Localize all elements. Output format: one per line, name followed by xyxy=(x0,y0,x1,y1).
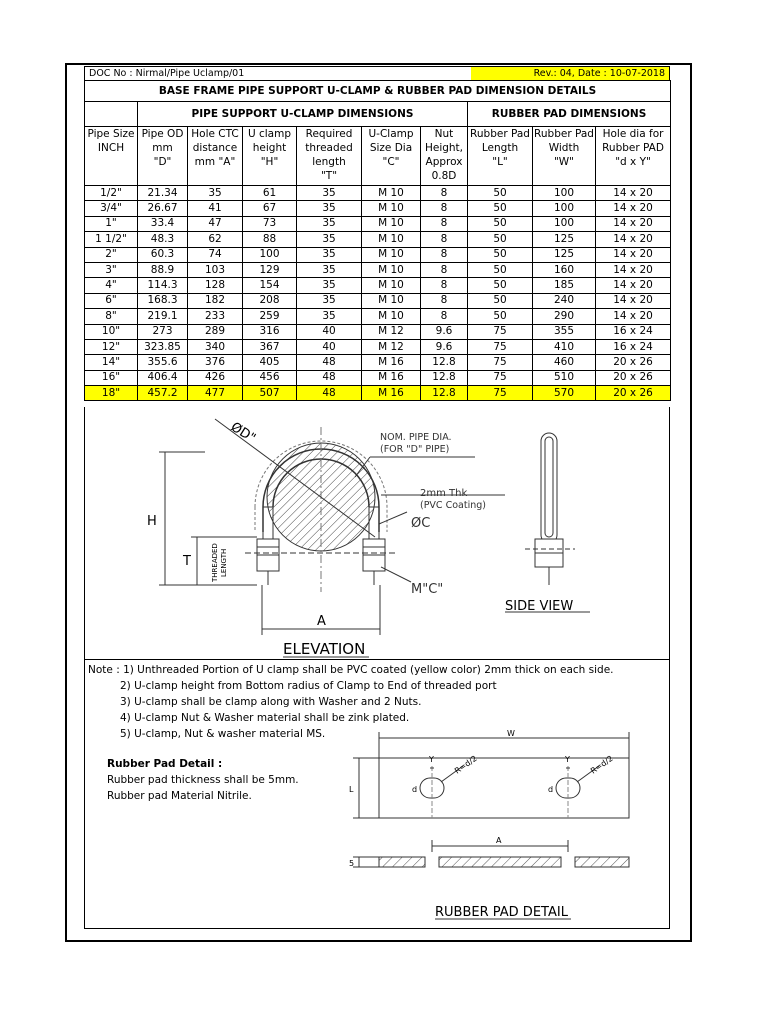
table-cell: 20 x 26 xyxy=(596,370,671,385)
pad-a-label: A xyxy=(496,836,502,845)
table-cell: 20 x 26 xyxy=(596,355,671,370)
table-cell: 4" xyxy=(85,278,138,293)
side-view-clamp xyxy=(541,433,557,543)
table-cell: 12.8 xyxy=(421,386,468,401)
note-2: 2) U-clamp height from Bottom radius of Clamp to End of threaded port xyxy=(120,680,497,692)
table-cell: 14 x 20 xyxy=(596,278,671,293)
table-cell: M 10 xyxy=(362,278,421,293)
rubber-pad-detail-title: RUBBER PAD DETAIL xyxy=(435,905,568,920)
uclamp-group-header: PIPE SUPPORT U-CLAMP DIMENSIONS xyxy=(138,102,468,127)
table-cell: 100 xyxy=(243,247,297,262)
column-header-line: "W" xyxy=(553,156,575,168)
pad-d-label-2: d xyxy=(548,785,554,794)
table-cell: 35 xyxy=(188,186,243,201)
table-cell: 14 x 20 xyxy=(596,232,671,247)
diameter-label: ØD" xyxy=(227,419,259,447)
table-cell: 8 xyxy=(421,309,468,324)
column-header-line: Hole CTC xyxy=(191,128,239,140)
table-cell: M 10 xyxy=(362,186,421,201)
table-cell: 75 xyxy=(468,370,533,385)
table-cell: 35 xyxy=(297,186,362,201)
table-cell: 9.6 xyxy=(421,324,468,339)
table-cell: 14 x 20 xyxy=(596,262,671,277)
table-row xyxy=(85,216,671,231)
table-cell: 340 xyxy=(188,339,243,354)
table-cell: 60.3 xyxy=(138,247,188,262)
note-5: 5) U-clamp, Nut & washer material MS. xyxy=(120,728,326,740)
table-cell: M 16 xyxy=(362,386,421,401)
table-row xyxy=(85,232,671,247)
table-row xyxy=(85,355,671,370)
table-cell: 3/4" xyxy=(85,201,138,216)
table-cell: 67 xyxy=(243,201,297,216)
table-cell: 16" xyxy=(85,370,138,385)
table-cell: 8" xyxy=(85,309,138,324)
column-header-line: height xyxy=(252,142,287,154)
table-row xyxy=(85,201,671,216)
table-cell: 103 xyxy=(188,262,243,277)
table-cell: 289 xyxy=(188,324,243,339)
table-cell: 8 xyxy=(421,293,468,308)
table-cell: 457.2 xyxy=(138,386,188,401)
column-header xyxy=(85,127,138,186)
table-cell: 259 xyxy=(243,309,297,324)
table-cell: 48 xyxy=(297,355,362,370)
table-cell: 10" xyxy=(85,324,138,339)
table-cell: 240 xyxy=(533,293,596,308)
column-header xyxy=(362,127,421,186)
table-cell: 100 xyxy=(533,201,596,216)
table-cell: M 16 xyxy=(362,370,421,385)
table-cell: 8 xyxy=(421,216,468,231)
table-row xyxy=(85,386,671,401)
table-cell: 129 xyxy=(243,262,297,277)
column-header-line: "L" xyxy=(492,156,508,168)
table-cell: 35 xyxy=(297,232,362,247)
column-header-line: U clamp xyxy=(247,128,292,140)
table-cell: 14 x 20 xyxy=(596,216,671,231)
table-cell: 100 xyxy=(533,216,596,231)
column-header-line: Pipe Size xyxy=(87,128,135,140)
table-cell: M 10 xyxy=(362,232,421,247)
table-cell: 2" xyxy=(85,247,138,262)
table-cell: 125 xyxy=(533,232,596,247)
table-row xyxy=(85,186,671,201)
column-header xyxy=(468,127,533,186)
table-row xyxy=(85,339,671,354)
document-header xyxy=(84,66,670,81)
revision-date: Rev.: 04, Date : 10-07-2018 xyxy=(471,67,669,80)
table-row xyxy=(85,247,671,262)
table-cell: 75 xyxy=(468,355,533,370)
table-cell: 8 xyxy=(421,201,468,216)
table-cell: 477 xyxy=(188,386,243,401)
table-cell: M 10 xyxy=(362,293,421,308)
column-header-line: distance xyxy=(192,142,238,154)
table-cell: 20 x 26 xyxy=(596,386,671,401)
rubber-pad-drawing xyxy=(335,726,635,924)
column-header-line: Height, xyxy=(424,142,464,154)
table-cell: 35 xyxy=(297,247,362,262)
h-dimension-label: H xyxy=(147,514,157,529)
table-cell: 50 xyxy=(468,201,533,216)
uclamp-drawing xyxy=(85,407,671,660)
doc-number: DOC No : Nirmal/Pipe Uclamp/01 xyxy=(89,68,245,79)
table-cell: 290 xyxy=(533,309,596,324)
mc-label: M"C" xyxy=(411,582,444,597)
pad-thickness-label: 5 xyxy=(349,859,355,868)
note-4: 4) U-clamp Nut & Washer material shall be zink plated. xyxy=(120,712,410,724)
table-cell: 6" xyxy=(85,293,138,308)
column-header-line: mm "A" xyxy=(194,156,236,168)
table-cell: 35 xyxy=(297,201,362,216)
column-header-line: Length xyxy=(481,142,519,154)
table-cell: 376 xyxy=(188,355,243,370)
table-cell: 14 x 20 xyxy=(596,247,671,262)
note-1: Note : 1) Unthreaded Portion of U clamp shall be PVC coated (yellow color) 2mm thick on each side. xyxy=(88,664,614,676)
column-header-line: "d x Y" xyxy=(615,156,651,168)
column-header xyxy=(243,127,297,186)
table-row xyxy=(85,262,671,277)
column-header-line: INCH xyxy=(97,142,125,154)
table-row xyxy=(85,278,671,293)
table-row xyxy=(85,293,671,308)
column-header xyxy=(188,127,243,186)
column-header xyxy=(533,127,596,186)
table-cell: 367 xyxy=(243,339,297,354)
pvc-coating-label: (PVC Coating) xyxy=(420,500,486,511)
rubber-pad-title: Rubber Pad Detail : xyxy=(107,758,223,770)
table-cell: 12.8 xyxy=(421,355,468,370)
table-cell: 26.67 xyxy=(138,201,188,216)
table-cell: 3" xyxy=(85,262,138,277)
table-cell: 208 xyxy=(243,293,297,308)
table-cell: 48 xyxy=(297,370,362,385)
table-cell: 8 xyxy=(421,278,468,293)
table-cell: 14 x 20 xyxy=(596,201,671,216)
table-cell: 88.9 xyxy=(138,262,188,277)
table-cell: 316 xyxy=(243,324,297,339)
table-cell: 456 xyxy=(243,370,297,385)
table-cell: 406.4 xyxy=(138,370,188,385)
table-cell: 9.6 xyxy=(421,339,468,354)
table-cell: 168.3 xyxy=(138,293,188,308)
table-cell: 41 xyxy=(188,201,243,216)
pad-r-label: R=d/2 xyxy=(452,753,479,776)
table-cell: 16 x 24 xyxy=(596,324,671,339)
table-cell: M 10 xyxy=(362,309,421,324)
table-cell: 8 xyxy=(421,247,468,262)
pad-r-label-2: R=d/2 xyxy=(588,753,615,776)
table-cell: 75 xyxy=(468,339,533,354)
table-cell: 35 xyxy=(297,262,362,277)
table-cell: M 10 xyxy=(362,247,421,262)
table-cell: 8 xyxy=(421,232,468,247)
dimension-table xyxy=(84,80,671,401)
table-cell: 48 xyxy=(297,386,362,401)
rubber-pad-note-1: Rubber pad thickness shall be 5mm. xyxy=(107,774,299,786)
table-cell: 75 xyxy=(468,386,533,401)
table-cell: 410 xyxy=(533,339,596,354)
column-header-line: mm xyxy=(152,142,173,154)
notes-panel xyxy=(84,659,670,929)
column-header-line: Rubber PAD xyxy=(602,142,664,154)
pad-l-label: L xyxy=(349,785,354,794)
table-cell: 14" xyxy=(85,355,138,370)
table-cell: 33.4 xyxy=(138,216,188,231)
table-cell: 18" xyxy=(85,386,138,401)
table-cell: 40 xyxy=(297,339,362,354)
column-header-line: "D" xyxy=(153,156,172,168)
table-cell: 50 xyxy=(468,309,533,324)
table-cell: 21.34 xyxy=(138,186,188,201)
table-cell: 48.3 xyxy=(138,232,188,247)
column-header xyxy=(421,127,468,186)
table-cell: 100 xyxy=(533,186,596,201)
table-cell: 570 xyxy=(533,386,596,401)
pad-d-label: d xyxy=(412,785,418,794)
c-diameter-label: ØC xyxy=(411,516,431,531)
table-cell: 40 xyxy=(297,324,362,339)
table-cell: 50 xyxy=(468,216,533,231)
threaded-label: THREADED xyxy=(211,543,219,582)
table-cell: 405 xyxy=(243,355,297,370)
table-cell: 50 xyxy=(468,247,533,262)
table-cell: 355 xyxy=(533,324,596,339)
column-header-line: "C" xyxy=(382,156,400,168)
table-cell: 355.6 xyxy=(138,355,188,370)
table-cell: M 10 xyxy=(362,201,421,216)
column-header xyxy=(297,127,362,186)
table-cell: 14 x 20 xyxy=(596,309,671,324)
table-cell: 50 xyxy=(468,186,533,201)
table-cell: M 12 xyxy=(362,339,421,354)
table-cell: 75 xyxy=(468,324,533,339)
table-cell: 35 xyxy=(297,278,362,293)
column-header-line: Required xyxy=(305,128,353,140)
column-header-line: 0.8D xyxy=(431,170,457,182)
table-cell: 50 xyxy=(468,278,533,293)
pad-y-label-2: Y xyxy=(565,755,570,764)
table-row xyxy=(85,324,671,339)
side-view-title: SIDE VIEW xyxy=(505,599,574,614)
table-cell: 50 xyxy=(468,262,533,277)
table-cell: 1/2" xyxy=(85,186,138,201)
table-title: BASE FRAME PIPE SUPPORT U-CLAMP & RUBBER PAD DIMENSION DETAILS xyxy=(85,81,671,102)
table-cell: 510 xyxy=(533,370,596,385)
column-header-line: Approx xyxy=(425,156,463,168)
column-header-line: "H" xyxy=(260,156,279,168)
table-cell: 14 x 20 xyxy=(596,186,671,201)
table-cell: 16 x 24 xyxy=(596,339,671,354)
table-cell: M 12 xyxy=(362,324,421,339)
column-header-line: Size Dia xyxy=(369,142,413,154)
table-cell: 273 xyxy=(138,324,188,339)
column-header-line: Rubber Pad xyxy=(534,128,594,140)
elevation-title: ELEVATION xyxy=(283,640,366,658)
table-cell: 35 xyxy=(297,309,362,324)
table-cell: 1 1/2" xyxy=(85,232,138,247)
table-cell: 8 xyxy=(421,186,468,201)
table-cell: 88 xyxy=(243,232,297,247)
table-cell: 182 xyxy=(188,293,243,308)
column-header-line: "T" xyxy=(320,170,338,182)
pad-y-label: Y xyxy=(429,755,434,764)
table-cell: 507 xyxy=(243,386,297,401)
table-cell: 1" xyxy=(85,216,138,231)
table-cell: M 10 xyxy=(362,262,421,277)
column-header-line: Hole dia for xyxy=(602,128,664,140)
table-row xyxy=(85,370,671,385)
column-header-line: length xyxy=(312,156,346,168)
table-cell: 233 xyxy=(188,309,243,324)
column-header-line: Nut xyxy=(434,128,454,140)
table-cell: 114.3 xyxy=(138,278,188,293)
table-cell: 74 xyxy=(188,247,243,262)
table-cell: 61 xyxy=(243,186,297,201)
table-cell: 12.8 xyxy=(421,370,468,385)
table-cell: 185 xyxy=(533,278,596,293)
table-cell: 12" xyxy=(85,339,138,354)
nom-pipe-label: NOM. PIPE DIA. xyxy=(380,432,452,443)
for-d-pipe-label: (FOR "D" PIPE) xyxy=(380,444,450,455)
table-cell: 125 xyxy=(533,247,596,262)
pad-w-label: W xyxy=(507,729,515,738)
table-cell: 35 xyxy=(297,293,362,308)
thickness-label: 2mm Thk xyxy=(420,488,468,499)
rubber-pad-note-2: Rubber pad Material Nitrile. xyxy=(107,790,252,802)
table-body xyxy=(85,186,671,401)
column-header-line: Rubber Pad xyxy=(470,128,530,140)
table-cell: M 10 xyxy=(362,216,421,231)
t-dimension-label: T xyxy=(183,554,191,569)
table-cell: 426 xyxy=(188,370,243,385)
column-header-line: Pipe OD xyxy=(141,128,184,140)
column-header-row xyxy=(85,127,671,186)
table-cell: 323.85 xyxy=(138,339,188,354)
table-cell: 219.1 xyxy=(138,309,188,324)
drawing-panel xyxy=(84,407,670,660)
table-cell: M 16 xyxy=(362,355,421,370)
table-row xyxy=(85,309,671,324)
table-cell: 35 xyxy=(297,216,362,231)
column-header-line: threaded xyxy=(305,142,353,154)
table-cell: 8 xyxy=(421,262,468,277)
table-cell: 73 xyxy=(243,216,297,231)
length-label: LENGTH xyxy=(220,548,228,577)
column-header xyxy=(596,127,671,186)
note-3: 3) U-clamp shall be clamp along with Washer and 2 Nuts. xyxy=(120,696,422,708)
table-cell: 14 x 20 xyxy=(596,293,671,308)
table-cell: 154 xyxy=(243,278,297,293)
table-cell: 460 xyxy=(533,355,596,370)
pad-section xyxy=(379,857,425,867)
table-cell: 128 xyxy=(188,278,243,293)
column-header xyxy=(138,127,188,186)
table-cell: 62 xyxy=(188,232,243,247)
table-cell: 50 xyxy=(468,232,533,247)
table-cell: 50 xyxy=(468,293,533,308)
a-dimension-label: A xyxy=(317,614,326,629)
table-cell: 47 xyxy=(188,216,243,231)
table-cell: 160 xyxy=(533,262,596,277)
column-header-line: U-Clamp xyxy=(368,128,414,140)
column-header-line: Width xyxy=(548,142,580,154)
rubber-group-header: RUBBER PAD DIMENSIONS xyxy=(468,102,671,127)
